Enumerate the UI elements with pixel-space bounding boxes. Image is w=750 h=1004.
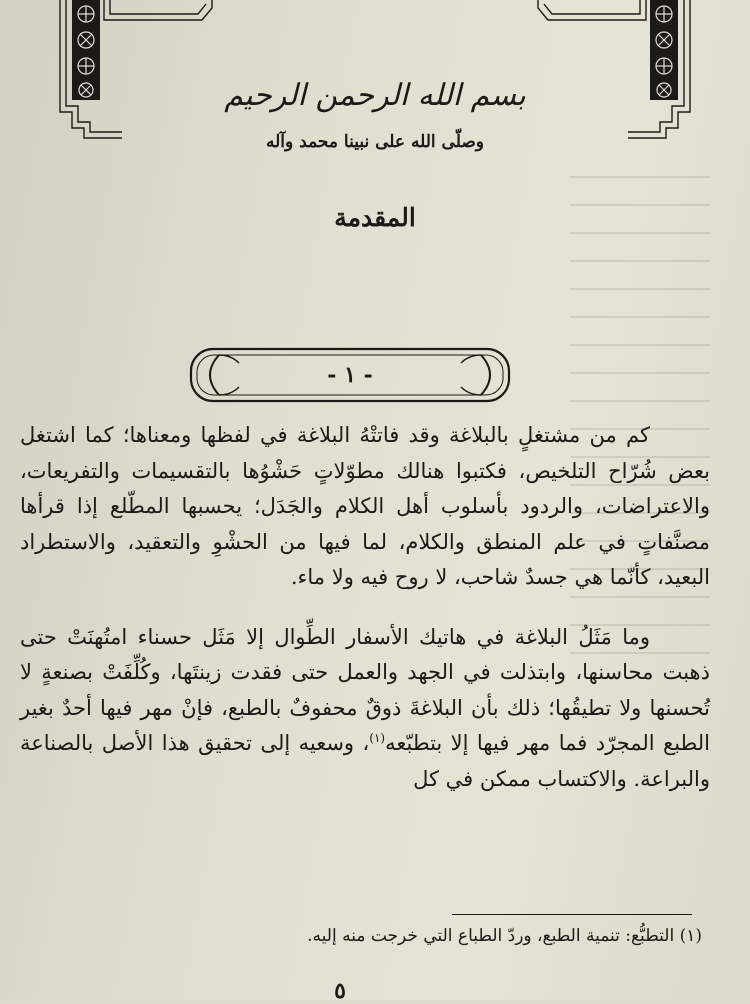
paragraph-2 [20, 620, 710, 798]
salawat-line: وصلّى الله على نبينا محمد وآله [266, 132, 484, 152]
paragraph-2-text-cont: ، وسعيه إلى تحقيق هذا الأصل بالصناعة والبراعة. والاكتساب ممكن في كل [20, 731, 710, 791]
page-number: ٥ [334, 978, 346, 1004]
right-ornament-frame [528, 0, 698, 150]
basmala: بسم الله الرحمن الرحيم [224, 78, 526, 113]
body-text [20, 418, 710, 797]
footnote: (١) التطبُّع: تنمية الطبع، وردّ الطباع التي خرجت منه إليه. [307, 926, 702, 946]
paragraph-2-text: وما مَثَلُ البلاغة في هاتيك الأسفار الطِّوال إلا مَثَل حسناء امتُهنَتْ حتى ذهبت محاسنها، وابتذلت في الجهد والعمل حتى فقدت زينتَها، وكُلِّفَتْ بصنعةٍ لا تُحسنها ولا تطيقُها؛ ذلك بأن البلاغةَ ذوقٌ محفوفٌ بالطبع، فإنْ مهر فيها أحدٌ بغير الطبع المجرّد فما مهر فيها إلا بتطبّعه [20, 624, 711, 755]
left-ornament-frame [52, 0, 222, 150]
footnote-marker: (١) [369, 731, 386, 745]
page-title: المقدمة [334, 203, 416, 232]
section-number: - ١ - [327, 362, 373, 388]
paragraph-1: كم من مشتغلٍ بالبلاغة وقد فاتتْهُ البلاغة في لفظها ومعناها؛ كما اشتغل بعض شُرّاح التلخيص، فكتبوا هنالك مطوّلاتٍ حَشْوُها بالتقسيمات والتفريعات، والاعتراضات، والردود بأسلوب أهل الكلام والجَدَل؛ يحسبها المطّلع إذا قرأها مصنَّفاتٍ في علم المنطق والكلام، لما فيها من الحشْوِ والتعقيد، والاستطراد البعيد، كأنّما هي جسدٌ شاحب، لا روح فيه ولا ماء. [20, 423, 710, 589]
footnote-divider [452, 914, 692, 915]
